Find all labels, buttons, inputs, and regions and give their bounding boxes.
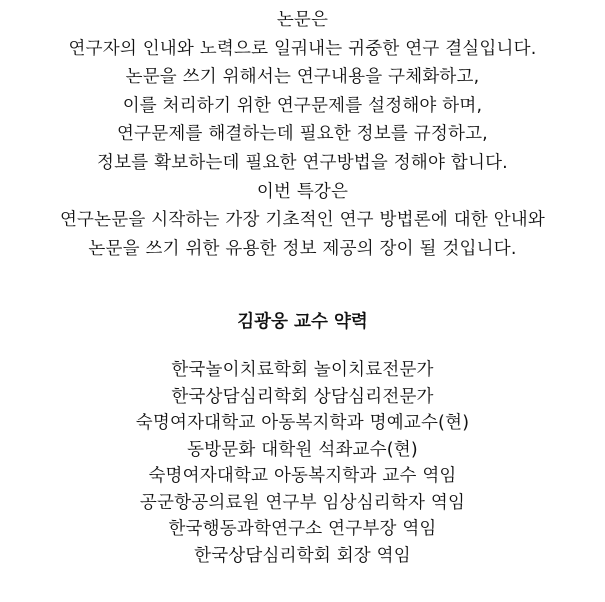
career-item: 한국상담심리학회 상담심리전문가 [171, 386, 434, 407]
intro-line: 논문을 쓰기 위한 유용한 정보 제공의 장이 될 것입니다. [88, 238, 517, 259]
career-item: 숙명여자대학교 아동복지학과 교수 역임 [148, 466, 457, 486]
career-item: 동방문화 대학원 석좌교수(현) [187, 439, 418, 460]
career-item: 공군항공의료원 연구부 임상심리학자 역임 [139, 492, 466, 513]
intro-line: 논문을 쓰기 위해서는 연구내용을 구체화하고, [125, 67, 480, 88]
intro-line: 정보를 확보하는데 필요한 연구방법을 정해야 합니다. [97, 152, 508, 173]
career-item: 숙명여자대학교 아동복지학과 명예교수(현) [135, 413, 470, 433]
intro-line: 연구자의 인내와 노력으로 일궈내는 귀중한 연구 결실입니다. [68, 38, 537, 59]
intro-paragraph [0, 6, 605, 263]
intro-line: 연구논문을 시작하는 가장 기초적인 연구 방법론에 대한 안내와 [59, 210, 546, 231]
intro-line: 논문은 [276, 10, 329, 30]
intro-line: 연구문제를 해결하는데 필요한 정보를 규정하고, [117, 124, 488, 145]
career-title: 김광웅 교수 약력 [237, 312, 368, 332]
career-item: 한국놀이치료학회 놀이치료전문가 [171, 360, 434, 380]
career-item: 한국행동과학연구소 연구부장 역임 [168, 519, 437, 539]
intro-line: 이번 특강은 [256, 181, 349, 202]
career-item: 한국상담심리학회 회장 역임 [194, 545, 411, 566]
career-list [0, 357, 605, 569]
intro-line: 이를 처리하기 위한 연구문제를 설정해야 하며, [122, 95, 483, 116]
